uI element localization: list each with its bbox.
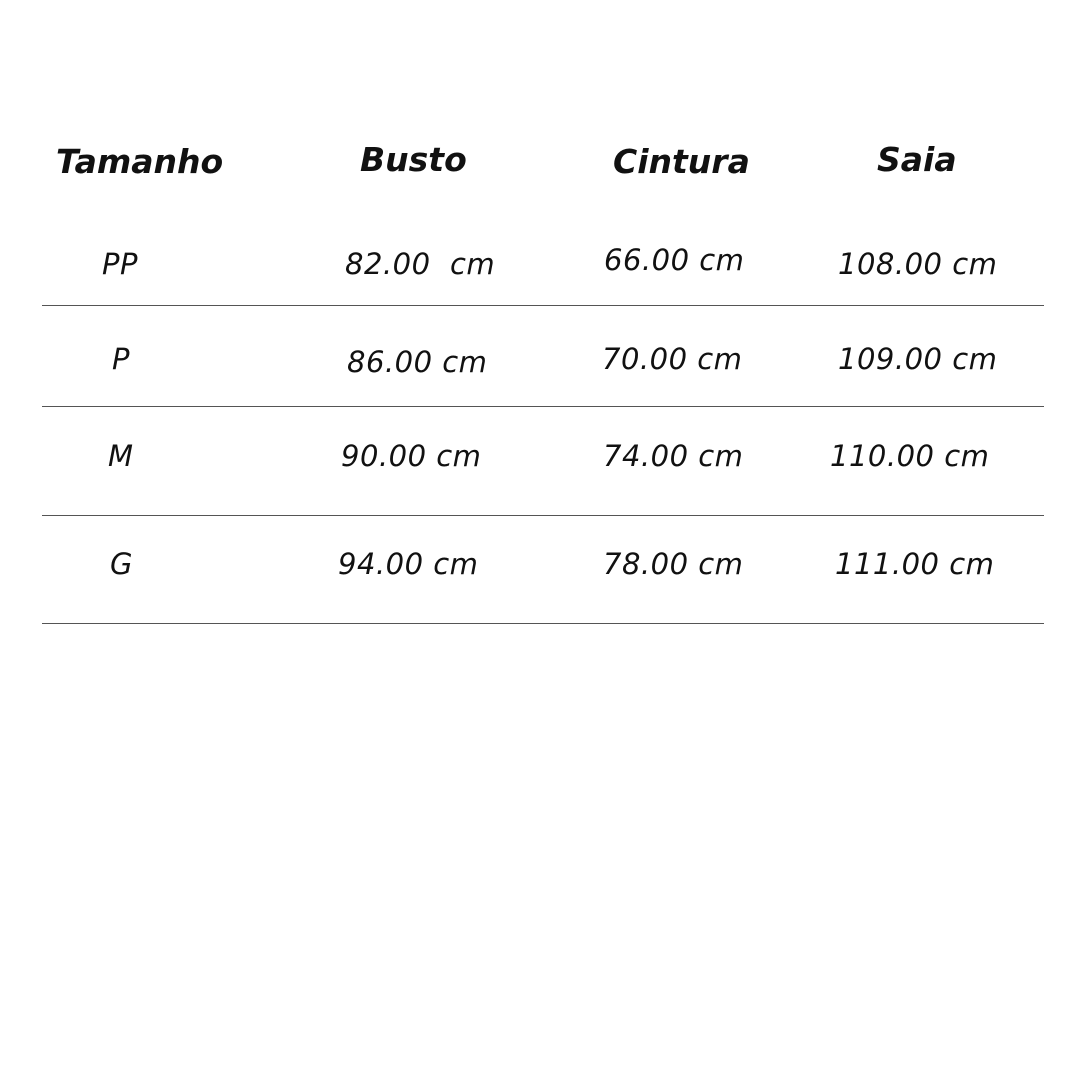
cell-size-g: G: [110, 547, 133, 581]
header-saia: Saia: [877, 140, 957, 179]
row-divider: [42, 515, 1044, 516]
cell-saia-pp: 108.00 cm: [838, 247, 998, 281]
cell-cintura-m: 74.00 cm: [603, 439, 744, 473]
header-cintura: Cintura: [613, 142, 750, 181]
cell-busto-pp: 82.00 cm: [345, 247, 496, 281]
cell-cintura-p: 70.00 cm: [602, 342, 743, 376]
cell-saia-p: 109.00 cm: [838, 342, 998, 376]
cell-saia-m: 110.00 cm: [830, 439, 990, 473]
cell-busto-m: 90.00 cm: [341, 439, 482, 473]
row-divider: [42, 623, 1044, 624]
cell-size-p: P: [112, 342, 130, 376]
row-divider: [42, 406, 1044, 407]
cell-busto-p: 86.00 cm: [347, 345, 488, 379]
cell-cintura-g: 78.00 cm: [603, 547, 744, 581]
header-tamanho: Tamanho: [56, 142, 224, 181]
cell-busto-g: 94.00 cm: [338, 547, 479, 581]
cell-size-pp: PP: [102, 247, 138, 281]
cell-saia-g: 111.00 cm: [835, 547, 995, 581]
cell-size-m: M: [108, 439, 134, 473]
row-divider: [42, 305, 1044, 306]
header-busto: Busto: [360, 140, 467, 179]
cell-cintura-pp: 66.00 cm: [604, 243, 745, 277]
